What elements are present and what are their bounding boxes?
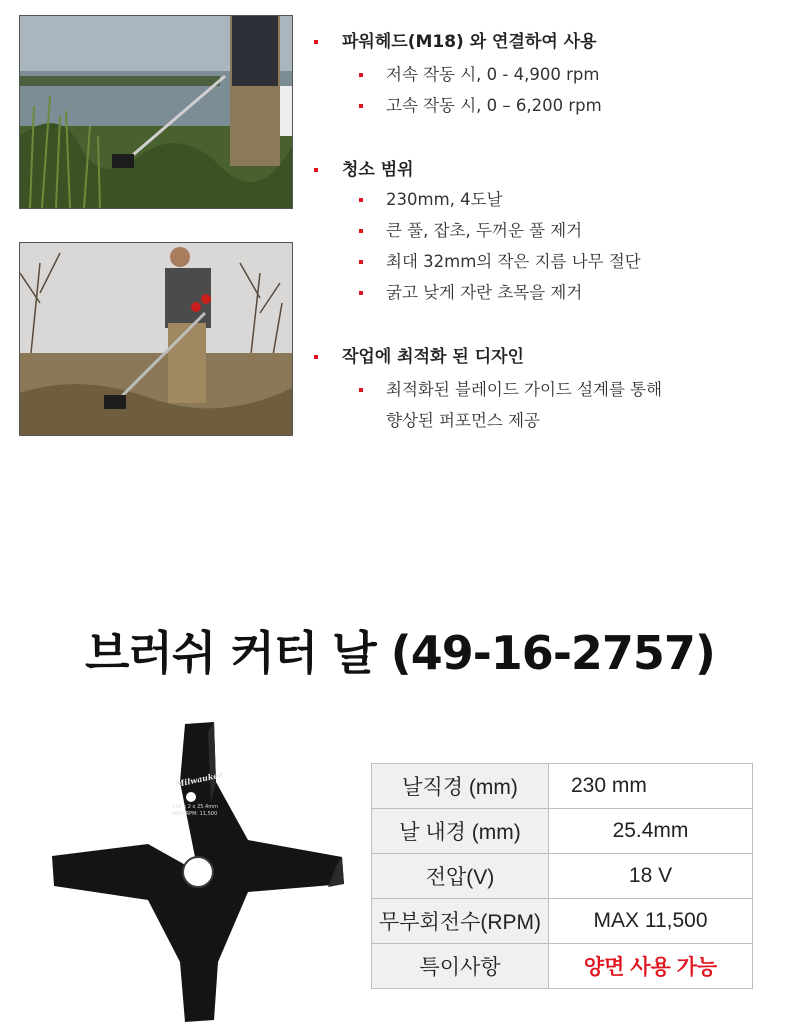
table-row [372,764,753,809]
feature-item-continued: 향상된 퍼포먼스 제공 [386,411,540,430]
spec-key: 전압(V) [372,854,549,899]
spec-value: MAX 11,500 [549,899,753,944]
spec-key: 날직경 (mm) [372,764,549,809]
feature-item: 굵고 낮게 자란 초목을 제거 [310,277,641,308]
bullet-icon [359,73,363,77]
spec-value: 25.4mm [549,809,753,854]
feature-group-power [310,29,602,121]
spec-value-highlight: 양면 사용 가능 [549,944,753,989]
feature-item: 큰 풀, 잡초, 두꺼운 풀 제거 [310,215,641,246]
blade-brand-text: Milwaukee [174,769,225,790]
bullet-icon [314,355,318,359]
spec-key: 날 내경 (mm) [372,809,549,854]
table-row [372,854,753,899]
blade-spec-text: 230 x 2 x 25.4mm [172,804,218,810]
feature-item: 저속 작동 시, 0 - 4,900 rpm [310,59,602,90]
table-row [372,944,753,989]
feature-item: 최적화된 블레이드 가이드 설계를 통해 [310,374,662,405]
trimmer-photo-lakeside [19,15,293,209]
spec-table [371,763,753,989]
spec-value: 230 mm [549,764,753,809]
spec-key: 특이사항 [372,944,549,989]
bullet-icon [314,40,318,44]
spec-value: 18 V [549,854,753,899]
feature-heading: 작업에 최적화 된 디자인 [310,344,662,370]
blade-rpm-text: MAX RPM: 11,500 [172,811,218,817]
bullet-icon [359,198,363,202]
table-row [372,899,753,944]
feature-group-design [310,344,662,436]
brush-cutter-blade-image [48,722,348,1022]
trimmer-photo-field [19,242,293,436]
table-row [372,809,753,854]
bullet-icon [314,168,318,172]
feature-heading: 파워헤드(M18) 와 연결하여 사용 [310,29,602,55]
feature-item: 최대 32mm의 작은 지름 나무 절단 [310,246,641,277]
bullet-icon [359,104,363,108]
bullet-icon [359,291,363,295]
feature-item: 고속 작동 시, 0 – 6,200 rpm [310,90,602,121]
product-title: 브러쉬 커터 날 (49-16-2757) [85,626,715,680]
feature-heading: 청소 범위 [310,157,641,183]
feature-item: 230mm, 4도날 [310,184,641,215]
bullet-icon [359,260,363,264]
spec-key: 무부회전수(RPM) [372,899,549,944]
bullet-icon [359,388,363,392]
bullet-icon [359,229,363,233]
feature-group-range [310,157,641,308]
